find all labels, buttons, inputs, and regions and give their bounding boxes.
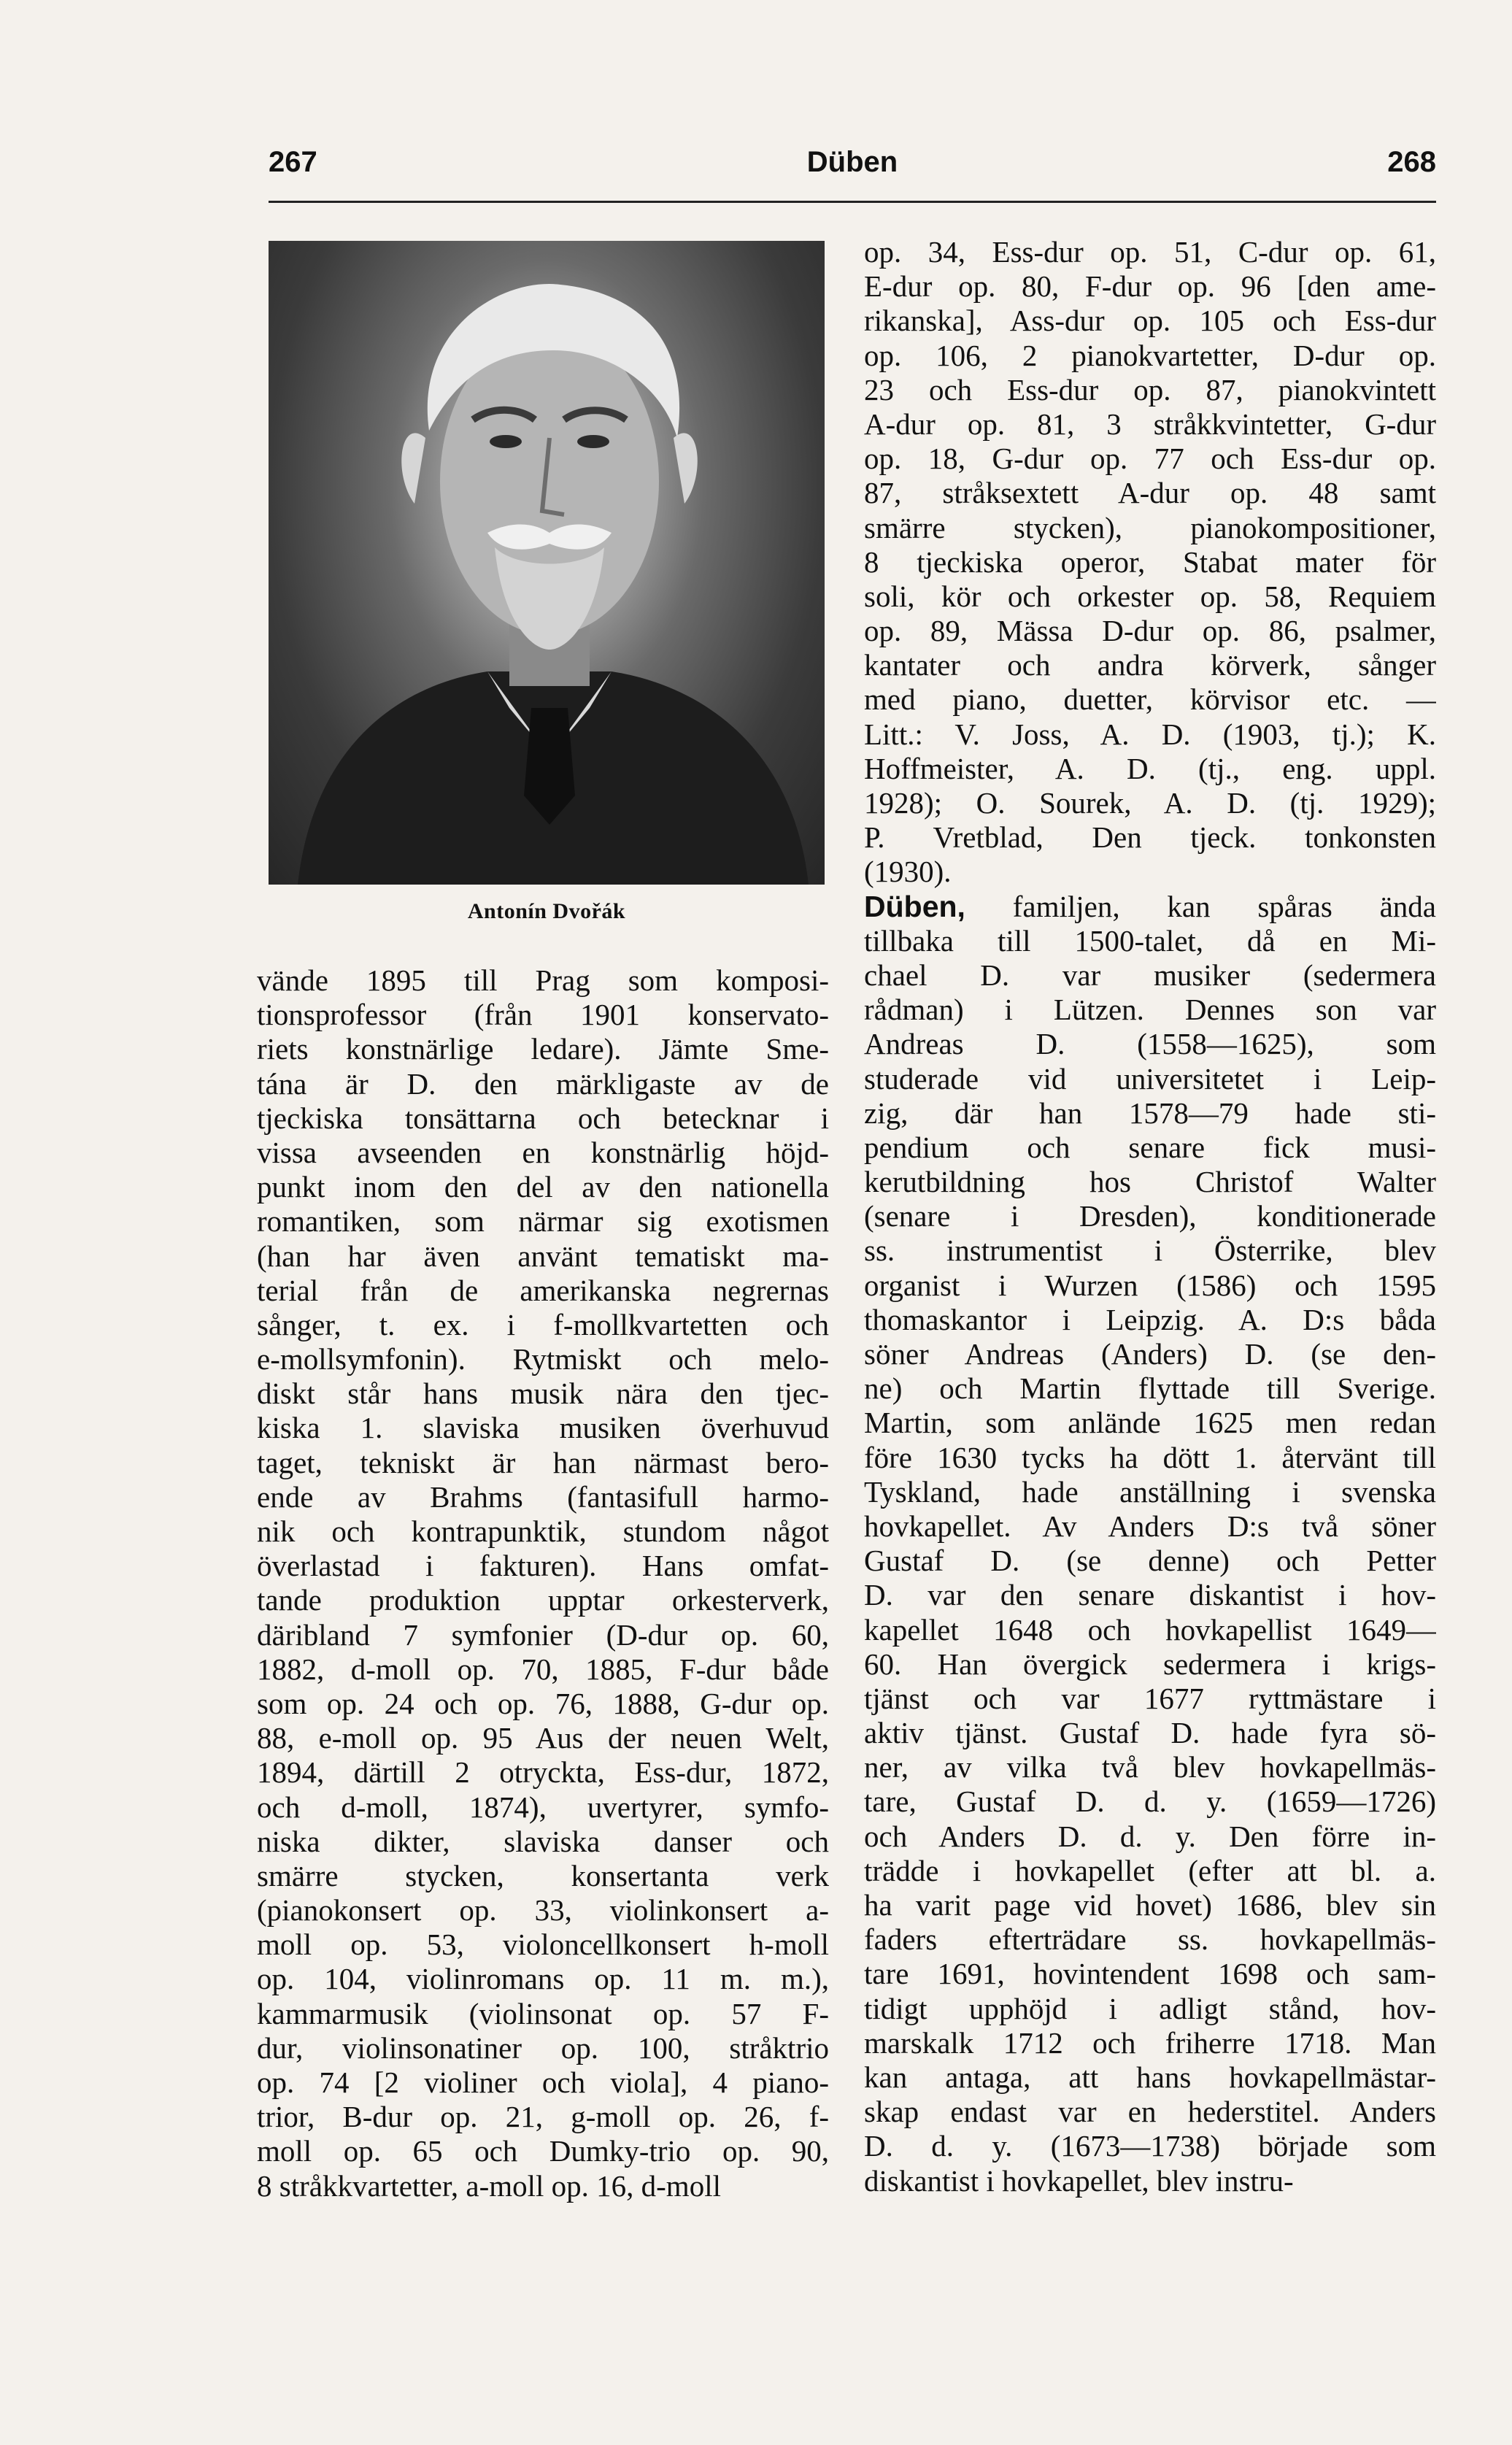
text-line: niska dikter, slaviska danser och bbox=[257, 1824, 829, 1858]
text-line: op. 34, Ess-dur op. 51, C-dur op. 61, bbox=[864, 235, 1436, 269]
text-line: kammarmusik (violinsonat op. 57 F- bbox=[257, 1996, 829, 2030]
text-line: terial från de amerikanska negrernas bbox=[257, 1273, 829, 1307]
text-line: riets konstnärlige ledare). Jämte Sme- bbox=[257, 1032, 829, 1066]
text-line: tána är D. den märkligaste av de bbox=[257, 1066, 829, 1101]
left-text-column bbox=[257, 963, 829, 2203]
text-line: nik och kontrapunktik, stundom något bbox=[257, 1514, 829, 1548]
text-line: diskt står hans musik nära den tjec- bbox=[257, 1376, 829, 1411]
text-line: överlastad i fakturen). Hans omfat- bbox=[257, 1549, 829, 1583]
text-line: aktiv tjänst. Gustaf D. hade fyra sö- bbox=[864, 1716, 1436, 1750]
text-line: kerutbildning hos Christof Walter bbox=[864, 1165, 1436, 1199]
text-line: punkt inom den del av den nationella bbox=[257, 1170, 829, 1204]
page-number-left: 267 bbox=[269, 146, 317, 178]
text-line: skap endast var en hederstitel. Anders bbox=[864, 2095, 1436, 2129]
text-line: 8 stråkkvartetter, a-moll op. 16, d-moll bbox=[257, 2168, 721, 2203]
text-line: kan antaga, att hans hovkapellmästar- bbox=[864, 2060, 1436, 2094]
text-line: med piano, duetter, körvisor etc. — bbox=[864, 682, 1436, 717]
text-line: romantiken, som närmar sig exotismen bbox=[257, 1204, 829, 1239]
text-line: Tyskland, hade anställning i svenska bbox=[864, 1474, 1436, 1509]
text-line: Gustaf D. (se denne) och Petter bbox=[864, 1544, 1436, 1578]
text-line: zig, där han 1578—79 hade sti- bbox=[864, 1096, 1436, 1130]
text-line: däribland 7 symfonier (D-dur op. 60, bbox=[257, 1617, 829, 1652]
text-line: (han har även använt tematiskt ma- bbox=[257, 1239, 829, 1273]
text-line: op. 74 [2 violiner och viola], 4 piano- bbox=[257, 2065, 829, 2099]
text-line: tande produktion upptar orkesterverk, bbox=[257, 1583, 829, 1617]
text-line: (pianokonsert op. 33, violinkonsert a- bbox=[257, 1893, 829, 1928]
text-line: tionsprofessor (från 1901 konservato- bbox=[257, 998, 829, 1032]
text-line: Litt.: V. Joss, A. D. (1903, tj.); K. bbox=[864, 717, 1436, 751]
text-line: vissa avseenden en konstnärlig höjd- bbox=[257, 1135, 829, 1169]
text-line: rådman) i Lützen. Dennes son var bbox=[864, 993, 1436, 1027]
text-line: och Anders D. d. y. Den förre in- bbox=[864, 1819, 1436, 1853]
text-line: (senare i Dresden), konditionerade bbox=[864, 1199, 1436, 1233]
text-line: 87, stråksextett A-dur op. 48 samt bbox=[864, 476, 1436, 510]
text-line: chael D. var musiker (sedermera bbox=[864, 958, 1436, 992]
text-line: moll op. 53, violoncellkonsert h-moll bbox=[257, 1928, 829, 1962]
text-line: soli, kör och orkester op. 58, Requiem bbox=[864, 579, 1436, 613]
text-line: som op. 24 och op. 76, 1888, G-dur op. bbox=[257, 1686, 829, 1720]
text-line: tillbaka till 1500-talet, då en Mi- bbox=[864, 923, 1436, 958]
text-line: smärre stycken), pianokompositioner, bbox=[864, 510, 1436, 544]
text-line: Andreas D. (1558—1625), som bbox=[864, 1027, 1436, 1061]
header-rule bbox=[269, 201, 1436, 203]
text-line: D. d. y. (1673—1738) började som bbox=[864, 2129, 1436, 2163]
text-line: 88, e-moll op. 95 Aus der neuen Welt, bbox=[257, 1721, 829, 1755]
text-line: 1894, därtill 2 otryckta, Ess-dur, 1872, bbox=[257, 1755, 829, 1790]
text-line: ner, av vilka två blev hovkapellmäs- bbox=[864, 1750, 1436, 1784]
text-line: op. 18, G-dur op. 77 och Ess-dur op. bbox=[864, 442, 1436, 476]
portrait-illustration bbox=[269, 241, 825, 885]
text-line: e-mollsymfonin). Rytmiskt och melo- bbox=[257, 1342, 829, 1376]
text-line: dur, violinsonatiner op. 100, stråktrio bbox=[257, 2030, 829, 2065]
text-line: sånger, t. ex. i f-mollkvartetten och bbox=[257, 1307, 829, 1341]
text-line: 23 och Ess-dur op. 87, pianokvintett bbox=[864, 372, 1436, 407]
header-title: Düben bbox=[806, 146, 898, 178]
text-line: smärre stycken, konsertanta verk bbox=[257, 1858, 829, 1893]
text-line: D. var den senare diskantist i hov- bbox=[864, 1578, 1436, 1612]
text-line: rikanska], Ass-dur op. 105 och Ess-dur bbox=[864, 304, 1436, 338]
running-header bbox=[269, 146, 1436, 190]
text-line: P. Vretblad, Den tjeck. tonkonsten bbox=[864, 820, 1436, 855]
text-line: tjeckiska tonsättarna och betecknar i bbox=[257, 1101, 829, 1135]
text-line: Hoffmeister, A. D. (tj., eng. uppl. bbox=[864, 751, 1436, 785]
text-line: ne) och Martin flyttade till Sverige. bbox=[864, 1371, 1436, 1406]
text-line: ha varit page vid hovet) 1686, blev sin bbox=[864, 1888, 1436, 1922]
text-line: tjänst och var 1677 ryttmästare i bbox=[864, 1681, 1436, 1715]
text-line: vände 1895 till Prag som komposi- bbox=[257, 963, 829, 997]
text-line: (1930). bbox=[864, 855, 952, 889]
text-line: 60. Han övergick sedermera i krigs- bbox=[864, 1647, 1436, 1681]
text-line: ss. instrumentist i Österrike, blev bbox=[864, 1233, 1436, 1268]
text-line: Martin, som anlände 1625 men redan bbox=[864, 1406, 1436, 1440]
text-line: söner Andreas (Anders) D. (se den- bbox=[864, 1337, 1436, 1371]
text-line: hovkapellet. Av Anders D:s två söner bbox=[864, 1509, 1436, 1543]
text-line: och d-moll, 1874), uvertyrer, symfo- bbox=[257, 1790, 829, 1824]
text-line: tare 1691, hovintendent 1698 och sam- bbox=[864, 1957, 1436, 1991]
text-line: Düben, familjen, kan spåras ända bbox=[864, 889, 1436, 923]
text-line: taget, tekniskt är han närmast bero- bbox=[257, 1445, 829, 1479]
text-line: op. 104, violinromans op. 11 m. m.), bbox=[257, 1962, 829, 1996]
text-line: pendium och senare fick musi- bbox=[864, 1130, 1436, 1164]
text-line: 1882, d-moll op. 70, 1885, F-dur både bbox=[257, 1652, 829, 1686]
text-line: före 1630 tycks ha dött 1. återvänt till bbox=[864, 1440, 1436, 1474]
text-line: 8 tjeckiska operor, Stabat mater för bbox=[864, 544, 1436, 579]
text-line: trädde i hovkapellet (efter att bl. a. bbox=[864, 1853, 1436, 1887]
text-line: kantater och andra körverk, sånger bbox=[864, 648, 1436, 682]
text-line: op. 106, 2 pianokvartetter, D-dur op. bbox=[864, 338, 1436, 372]
photo-caption: Antonín Dvořák bbox=[467, 899, 626, 923]
text-line: A-dur op. 81, 3 stråkkvintetter, G-dur bbox=[864, 407, 1436, 441]
text-line: trior, B-dur op. 21, g-moll op. 26, f- bbox=[257, 2100, 829, 2134]
right-text-column bbox=[864, 235, 1436, 2198]
text-line: 1928); O. Sourek, A. D. (tj. 1929); bbox=[864, 786, 1436, 820]
text-line: marskalk 1712 och friherre 1718. Man bbox=[864, 2025, 1436, 2060]
text-line: kiska 1. slaviska musiken överhuvud bbox=[257, 1411, 829, 1445]
portrait-photo bbox=[269, 241, 825, 885]
text-line: tare, Gustaf D. d. y. (1659—1726) bbox=[864, 1784, 1436, 1819]
text-line: thomaskantor i Leipzig. A. D:s båda bbox=[864, 1302, 1436, 1336]
page-number-right: 268 bbox=[1387, 146, 1436, 178]
text-line: tidigt upphöjd i adligt stånd, hov- bbox=[864, 1991, 1436, 2025]
text-line: diskantist i hovkapellet, blev instru- bbox=[864, 2163, 1294, 2198]
text-line: studerade vid universitetet i Leip- bbox=[864, 1061, 1436, 1096]
text-line: faders efterträdare ss. hovkapellmäs- bbox=[864, 1922, 1436, 1957]
text-line: op. 89, Mässa D-dur op. 86, psalmer, bbox=[864, 614, 1436, 648]
text-line: ende av Brahms (fantasifull harmo- bbox=[257, 1479, 829, 1514]
text-line: kapellet 1648 och hovkapellist 1649— bbox=[864, 1612, 1436, 1647]
text-line: E-dur op. 80, F-dur op. 96 [den ame- bbox=[864, 269, 1436, 304]
text-line: moll op. 65 och Dumky-trio op. 90, bbox=[257, 2134, 829, 2168]
text-line: organist i Wurzen (1586) och 1595 bbox=[864, 1268, 1436, 1302]
